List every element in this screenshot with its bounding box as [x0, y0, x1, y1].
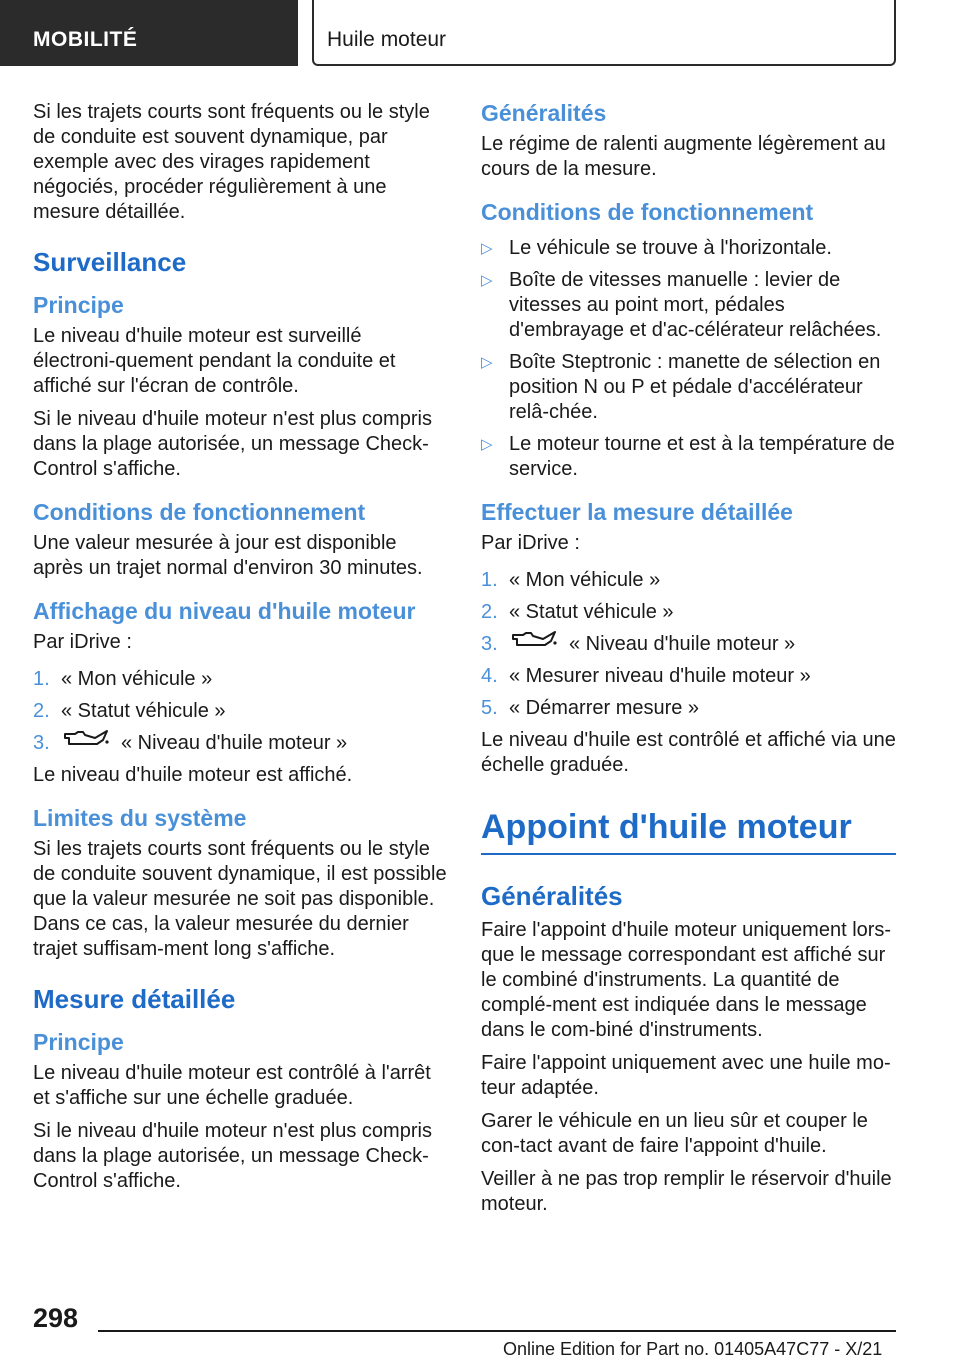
- paragraph: Par iDrive :: [481, 532, 580, 554]
- steps-list: [33, 667, 448, 756]
- list-item: [33, 699, 448, 724]
- conditions-list: [481, 236, 896, 482]
- intro-paragraph: Si les trajets courts sont fréquents ou le style de conduite est souvent dynamique, par exemple avec des virages rapidement négociés, procéder régulièrement à une mesure détaillée.: [33, 101, 430, 223]
- list-item: [33, 731, 448, 756]
- heading-generalites: Généralités: [481, 100, 607, 126]
- heading-appoint: Appoint d'huile moteur: [481, 808, 896, 855]
- paragraph: Le niveau d'huile moteur est contrôlé à l'arrêt et s'affiche sur une échelle graduée.: [33, 1062, 431, 1109]
- step-number: 3.: [481, 633, 498, 655]
- list-item: [481, 632, 896, 657]
- triangle-bullet-icon: ▷: [481, 354, 493, 371]
- paragraph: Le niveau d'huile est contrôlé et affiché via une échelle graduée.: [481, 729, 896, 776]
- step-number: 1.: [481, 569, 498, 591]
- section-tab: [0, 0, 298, 66]
- triangle-bullet-icon: ▷: [481, 272, 493, 289]
- list-item: [481, 568, 896, 593]
- section-label: MOBILITÉ: [33, 28, 138, 51]
- heading-conditions: Conditions de fonctionnement: [481, 199, 814, 225]
- page-header: [0, 0, 960, 66]
- oil-can-icon: [61, 728, 111, 755]
- heading-mesure-detaillee: Mesure détaillée: [33, 984, 236, 1014]
- heading-affichage: Affichage du niveau d'huile moteur: [33, 598, 416, 624]
- right-column: [481, 100, 896, 1225]
- paragraph: Le niveau d'huile moteur est surveillé électroni-quement pendant la conduite et affiché sur l'écran de contrôle.: [33, 325, 396, 397]
- chapter-title: Huile moteur: [327, 28, 447, 51]
- paragraph: Veiller à ne pas trop remplir le réservoir d'huile moteur.: [481, 1168, 892, 1215]
- condition-text: Boîte de vitesses manuelle : levier de vitesses au point mort, pédales d'embrayage et d'ac-célérateur relâchées.: [509, 269, 882, 341]
- edition-text: Online Edition for Part no. 01405A47C77 - X/21: [503, 1339, 883, 1359]
- chapter-tab: [312, 0, 896, 66]
- list-item: [33, 667, 448, 692]
- step-text: « Démarrer mesure »: [509, 697, 700, 719]
- page-number: 298: [33, 1303, 79, 1333]
- left-column: [33, 100, 448, 1202]
- list-item: [481, 350, 896, 425]
- paragraph: Garer le véhicule en un lieu sûr et couper le con-tact avant de faire l'appoint d'huile.: [481, 1110, 868, 1157]
- step-number: 2.: [481, 601, 498, 623]
- condition-text: Le véhicule se trouve à l'horizontale.: [509, 237, 832, 259]
- paragraph: Une valeur mesurée à jour est disponible après un trajet normal d'environ 30 minutes.: [33, 532, 423, 579]
- heading-effectuer: Effectuer la mesure détaillée: [481, 499, 793, 525]
- condition-text: Boîte Steptronic : manette de sélection en position N ou P et pédale d'accélérateur relâ-chée.: [509, 351, 881, 423]
- paragraph: Faire l'appoint d'huile moteur uniquement lors-que le message correspondant est affiché sur le combiné d'instruments. La quantité de complé-ment est indiquée dans le message dans le com-biné d'instruments.: [481, 919, 892, 1041]
- paragraph: Le régime de ralenti augmente légèrement au cours de la mesure.: [481, 133, 886, 180]
- step-text: « Mon véhicule »: [61, 668, 213, 690]
- paragraph: Par iDrive :: [33, 631, 132, 653]
- step-text: « Niveau d'huile moteur »: [121, 732, 348, 754]
- step-number: 1.: [33, 668, 50, 690]
- list-item: [481, 600, 896, 625]
- footer-divider: [98, 1330, 896, 1332]
- step-text: « Statut véhicule »: [509, 601, 674, 623]
- step-number: 5.: [481, 697, 498, 719]
- step-text: « Niveau d'huile moteur »: [569, 633, 796, 655]
- heading-generalites: Généralités: [481, 881, 623, 911]
- list-item: [481, 664, 896, 689]
- list-item: [481, 432, 896, 482]
- condition-text: Le moteur tourne et est à la température de service.: [509, 433, 895, 480]
- paragraph: Si les trajets courts sont fréquents ou le style de conduite souvent dynamique, il est possible que la valeur mesurée ne soit pas disponible. Dans ce cas, la valeur mesurée du dernier trajet suffisam-ment long s'affiche.: [33, 838, 447, 960]
- list-item: [481, 268, 896, 343]
- step-text: « Statut véhicule »: [61, 700, 226, 722]
- heading-principe: Principe: [33, 292, 124, 318]
- step-number: 4.: [481, 665, 498, 687]
- heading-conditions: Conditions de fonctionnement: [33, 499, 366, 525]
- heading-limites: Limites du système: [33, 805, 247, 831]
- paragraph: Faire l'appoint uniquement avec une huile mo-teur adaptée.: [481, 1052, 891, 1099]
- heading-principe: Principe: [33, 1029, 124, 1055]
- paragraph: Si le niveau d'huile moteur n'est plus compris dans la plage autorisée, un message Check-Control s'affiche.: [33, 408, 432, 480]
- triangle-bullet-icon: ▷: [481, 436, 493, 453]
- paragraph: Si le niveau d'huile moteur n'est plus compris dans la plage autorisée, un message Check-Control s'affiche.: [33, 1120, 432, 1192]
- heading-surveillance: Surveillance: [33, 247, 187, 277]
- step-number: 2.: [33, 700, 50, 722]
- list-item: [481, 236, 896, 261]
- step-text: « Mon véhicule »: [509, 569, 661, 591]
- step-text: « Mesurer niveau d'huile moteur »: [509, 665, 811, 687]
- steps-list: [481, 568, 896, 721]
- oil-can-icon: [509, 629, 559, 656]
- list-item: [481, 696, 896, 721]
- paragraph: Le niveau d'huile moteur est affiché.: [33, 764, 353, 786]
- step-number: 3.: [33, 732, 50, 754]
- triangle-bullet-icon: ▷: [481, 240, 493, 257]
